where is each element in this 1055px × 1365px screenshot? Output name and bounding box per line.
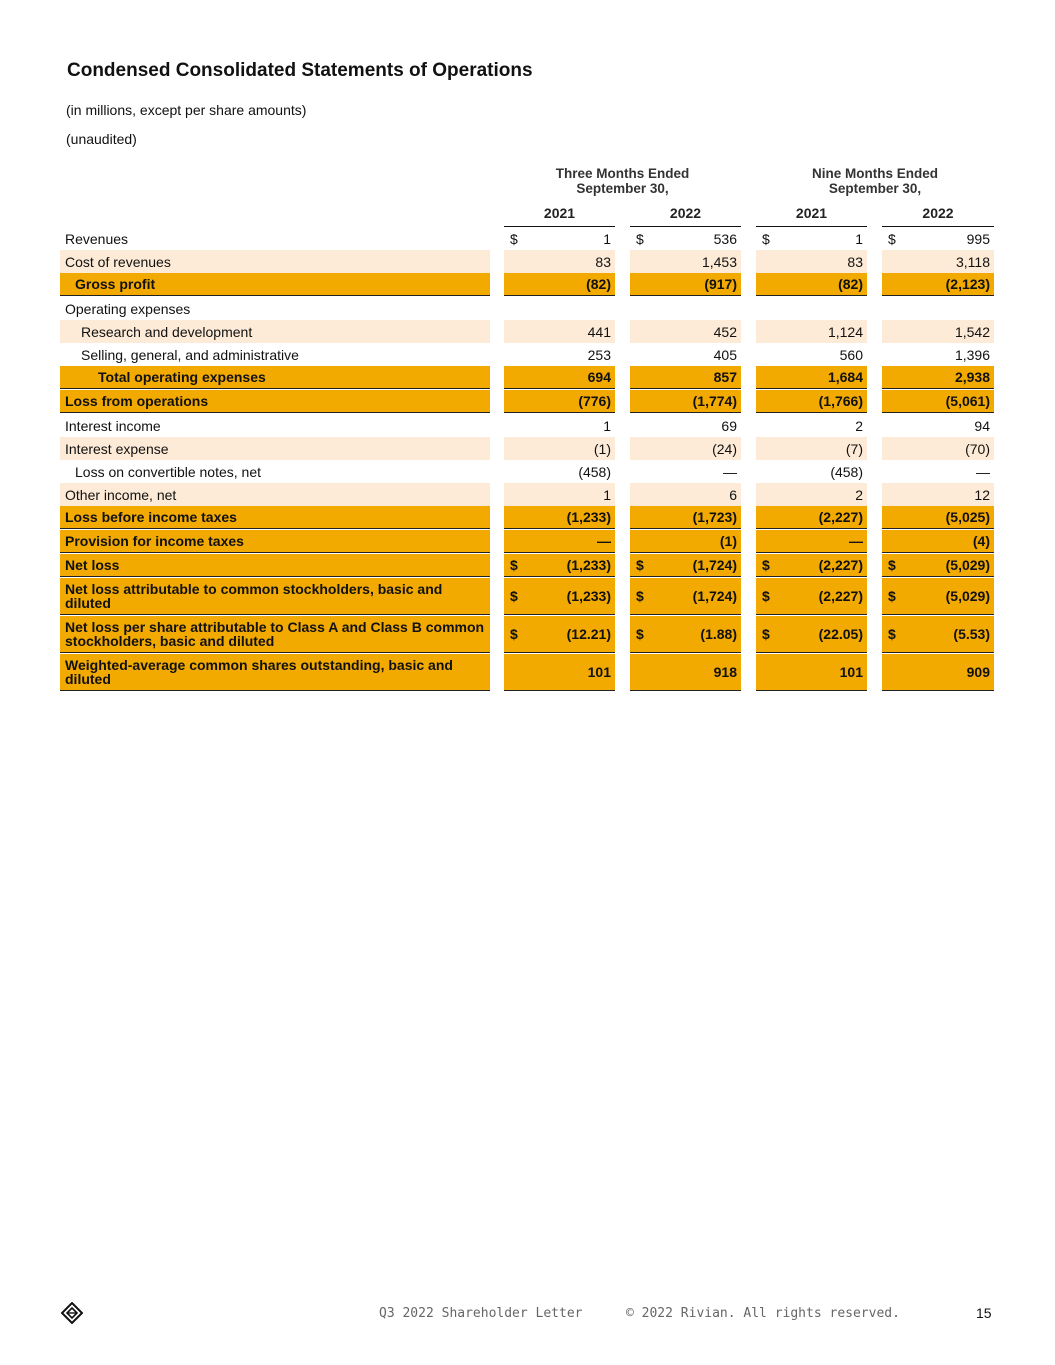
value-cell [756,414,867,437]
value-cell [630,273,741,296]
year-header: 2021 [756,205,867,227]
value-text: 83 [847,253,863,270]
value-cell [756,460,867,483]
value-text: (2,227) [818,588,863,604]
value-cell [630,366,741,389]
value-cell [756,506,867,529]
value-cell [630,297,741,320]
value-text: (1,774) [692,393,737,409]
currency-symbol: $ [510,557,518,573]
value-cell [504,530,615,553]
value-text: (776) [578,393,611,409]
footer-doc-name: Q3 2022 Shareholder Letter [379,1306,583,1321]
year-header: 2022 [630,205,741,227]
value-text: 1 [603,486,611,503]
row-label: Loss from operations [60,390,490,413]
currency-symbol: $ [510,626,518,642]
value-cell [756,273,867,296]
column-group-header-three-months: Three Months Ended September 30, [555,166,690,196]
table-row [0,250,1055,273]
value-text: 83 [595,253,611,270]
value-text: (1,723) [692,509,737,525]
row-label: Selling, general, and administrative [81,346,299,363]
value-cell [630,616,741,653]
page-title: Condensed Consolidated Statements of Operations [67,60,533,81]
value-cell [756,437,867,460]
value-cell [504,414,615,437]
row-label: Cost of revenues [60,250,490,273]
value-cell [504,483,615,506]
value-text: (12.21) [566,626,611,642]
value-cell [630,227,741,250]
value-text: 1,453 [701,253,737,270]
value-cell [630,320,741,343]
value-cell [882,483,994,506]
value-text: 94 [974,417,990,434]
value-text: (5.53) [953,626,990,642]
row-label: Net loss [60,554,490,577]
value-cell [756,297,867,320]
value-text: — [723,463,737,480]
value-text: 253 [587,346,611,363]
value-text: 2,938 [954,369,990,385]
currency-symbol: $ [888,588,896,604]
value-cell [756,320,867,343]
rivian-logo-icon [61,1302,83,1324]
value-text: (5,029) [945,588,990,604]
value-cell [882,227,994,250]
row-label: Weighted-average common shares outstanding, basic and diluted [60,654,490,691]
value-text: (917) [704,276,737,292]
value-text: (5,025) [945,509,990,525]
value-text: 694 [587,369,611,385]
units-note: (in millions, except per share amounts) [66,102,307,118]
value-cell [882,437,994,460]
table-row [0,460,1055,483]
value-text: (1,724) [692,588,737,604]
value-text: (1.88) [700,626,737,642]
year-header: 2021 [504,205,615,227]
value-text: 69 [721,417,737,434]
column-group-header-nine-months: Nine Months Ended September 30, [812,166,938,196]
value-cell [882,343,994,366]
value-cell [504,273,615,296]
value-cell [882,366,994,389]
value-cell [882,390,994,413]
row-label: Interest expense [60,437,490,460]
value-text: (82) [838,276,863,292]
value-text: — [849,533,863,549]
currency-symbol: $ [762,626,770,642]
value-cell [504,343,615,366]
currency-symbol: $ [636,626,644,642]
value-text: (22.05) [818,626,863,642]
value-text: 3,118 [956,253,990,270]
value-text: (82) [586,276,611,292]
row-label: Loss before income taxes [60,506,490,529]
value-text: (1,233) [566,557,611,573]
table-row [0,654,1055,691]
value-text: 1 [855,230,863,247]
value-cell [630,506,741,529]
value-cell [756,366,867,389]
footer-copyright: © 2022 Rivian. All rights reserved. [626,1306,900,1321]
value-cell [882,654,994,691]
value-cell [630,250,741,273]
value-cell [882,250,994,273]
value-cell [756,250,867,273]
value-text: 6 [729,486,737,503]
value-text: (1,233) [566,588,611,604]
value-cell [882,297,994,320]
value-cell [504,437,615,460]
value-text: 909 [966,664,990,680]
row-label: Net loss per share attributable to Class A and Class B common stockholders, basic and diluted [60,616,490,653]
value-text: (4) [972,533,990,549]
value-text: (5,029) [945,557,990,573]
table-row [0,390,1055,413]
value-cell [882,578,994,615]
row-label: Research and development [60,320,490,343]
value-text: (2,123) [945,276,990,292]
value-cell [882,273,994,296]
page-number: 15 [976,1305,992,1321]
value-cell [504,554,615,577]
value-cell [504,390,615,413]
table-row [0,297,1055,320]
value-cell [756,343,867,366]
value-text: (1,724) [692,557,737,573]
value-cell [504,616,615,653]
value-text: 1,684 [827,369,863,385]
value-cell [756,483,867,506]
currency-symbol: $ [510,230,518,247]
row-label: Total operating expenses [60,366,490,389]
value-text: 2 [855,417,863,434]
currency-symbol: $ [888,230,896,247]
value-text: (458) [578,463,611,480]
value-text: 405 [713,346,737,363]
value-cell [504,578,615,615]
table-row [0,414,1055,437]
value-text: 2 [855,486,863,503]
value-text: 1,542 [954,323,990,340]
value-cell [882,616,994,653]
value-text: — [597,533,611,549]
value-cell [756,578,867,615]
value-cell [504,227,615,250]
value-cell [630,460,741,483]
table-row [0,343,1055,366]
value-cell [630,554,741,577]
table-row [0,320,1055,343]
value-text: 101 [587,664,611,680]
value-cell [630,343,741,366]
value-cell [630,654,741,691]
value-text: (2,227) [818,509,863,525]
value-text: (7) [845,440,863,457]
table-row [0,616,1055,653]
value-text: 441 [587,323,611,340]
value-cell [504,250,615,273]
value-cell [756,616,867,653]
currency-symbol: $ [636,557,644,573]
value-text: (2,227) [818,557,863,573]
value-cell [756,227,867,250]
value-cell [504,460,615,483]
value-text: (70) [965,440,990,457]
row-label: Gross profit [60,273,490,296]
value-cell [882,554,994,577]
value-text: (1) [719,533,737,549]
currency-symbol: $ [762,557,770,573]
value-text: 995 [966,230,990,247]
value-text: 12 [974,486,990,503]
value-cell [630,530,741,553]
row-label: Net loss attributable to common stockholders, basic and diluted [60,578,490,615]
value-cell [882,460,994,483]
currency-symbol: $ [888,557,896,573]
row-label: Loss on convertible notes, net [75,463,262,480]
value-text: (1,233) [566,509,611,525]
year-header: 2022 [882,205,994,227]
table-row [0,554,1055,577]
value-text: 1 [603,230,611,247]
value-text: 560 [839,346,863,363]
table-row [0,227,1055,250]
value-cell [630,437,741,460]
currency-symbol: $ [636,230,644,247]
value-text: — [976,463,990,480]
value-text: 1,396 [954,346,990,363]
currency-symbol: $ [636,588,644,604]
unaudited-note: (unaudited) [66,131,137,147]
table-row [0,578,1055,615]
table-row [0,506,1055,529]
value-text: (1) [593,440,611,457]
value-cell [882,506,994,529]
value-cell [756,554,867,577]
value-text: 1,124 [827,323,863,340]
value-text: 1 [603,417,611,434]
row-label: Other income, net [60,483,490,506]
table-row [0,437,1055,460]
currency-symbol: $ [762,588,770,604]
value-text: 101 [839,664,863,680]
value-cell [504,366,615,389]
row-label: Operating expenses [65,300,191,317]
currency-symbol: $ [888,626,896,642]
table-row [0,366,1055,389]
value-text: 918 [713,664,737,680]
value-text: (24) [712,440,737,457]
value-cell [630,414,741,437]
value-cell [882,530,994,553]
row-label: Revenues [65,230,129,247]
currency-symbol: $ [762,230,770,247]
value-cell [756,654,867,691]
value-cell [504,297,615,320]
value-cell [882,320,994,343]
row-label: Provision for income taxes [60,530,490,553]
value-cell [504,320,615,343]
value-cell [630,390,741,413]
value-cell [630,483,741,506]
value-text: 452 [713,323,737,340]
value-cell [630,578,741,615]
value-cell [504,506,615,529]
table-row [0,273,1055,296]
value-text: 857 [713,369,737,385]
value-cell [756,390,867,413]
value-cell [882,414,994,437]
value-text: 536 [713,230,737,247]
value-cell [504,654,615,691]
table-row [0,530,1055,553]
value-cell [756,530,867,553]
row-label: Interest income [65,417,161,434]
currency-symbol: $ [510,588,518,604]
value-text: (458) [830,463,863,480]
table-row [0,483,1055,506]
value-text: (5,061) [945,393,990,409]
value-text: (1,766) [818,393,863,409]
